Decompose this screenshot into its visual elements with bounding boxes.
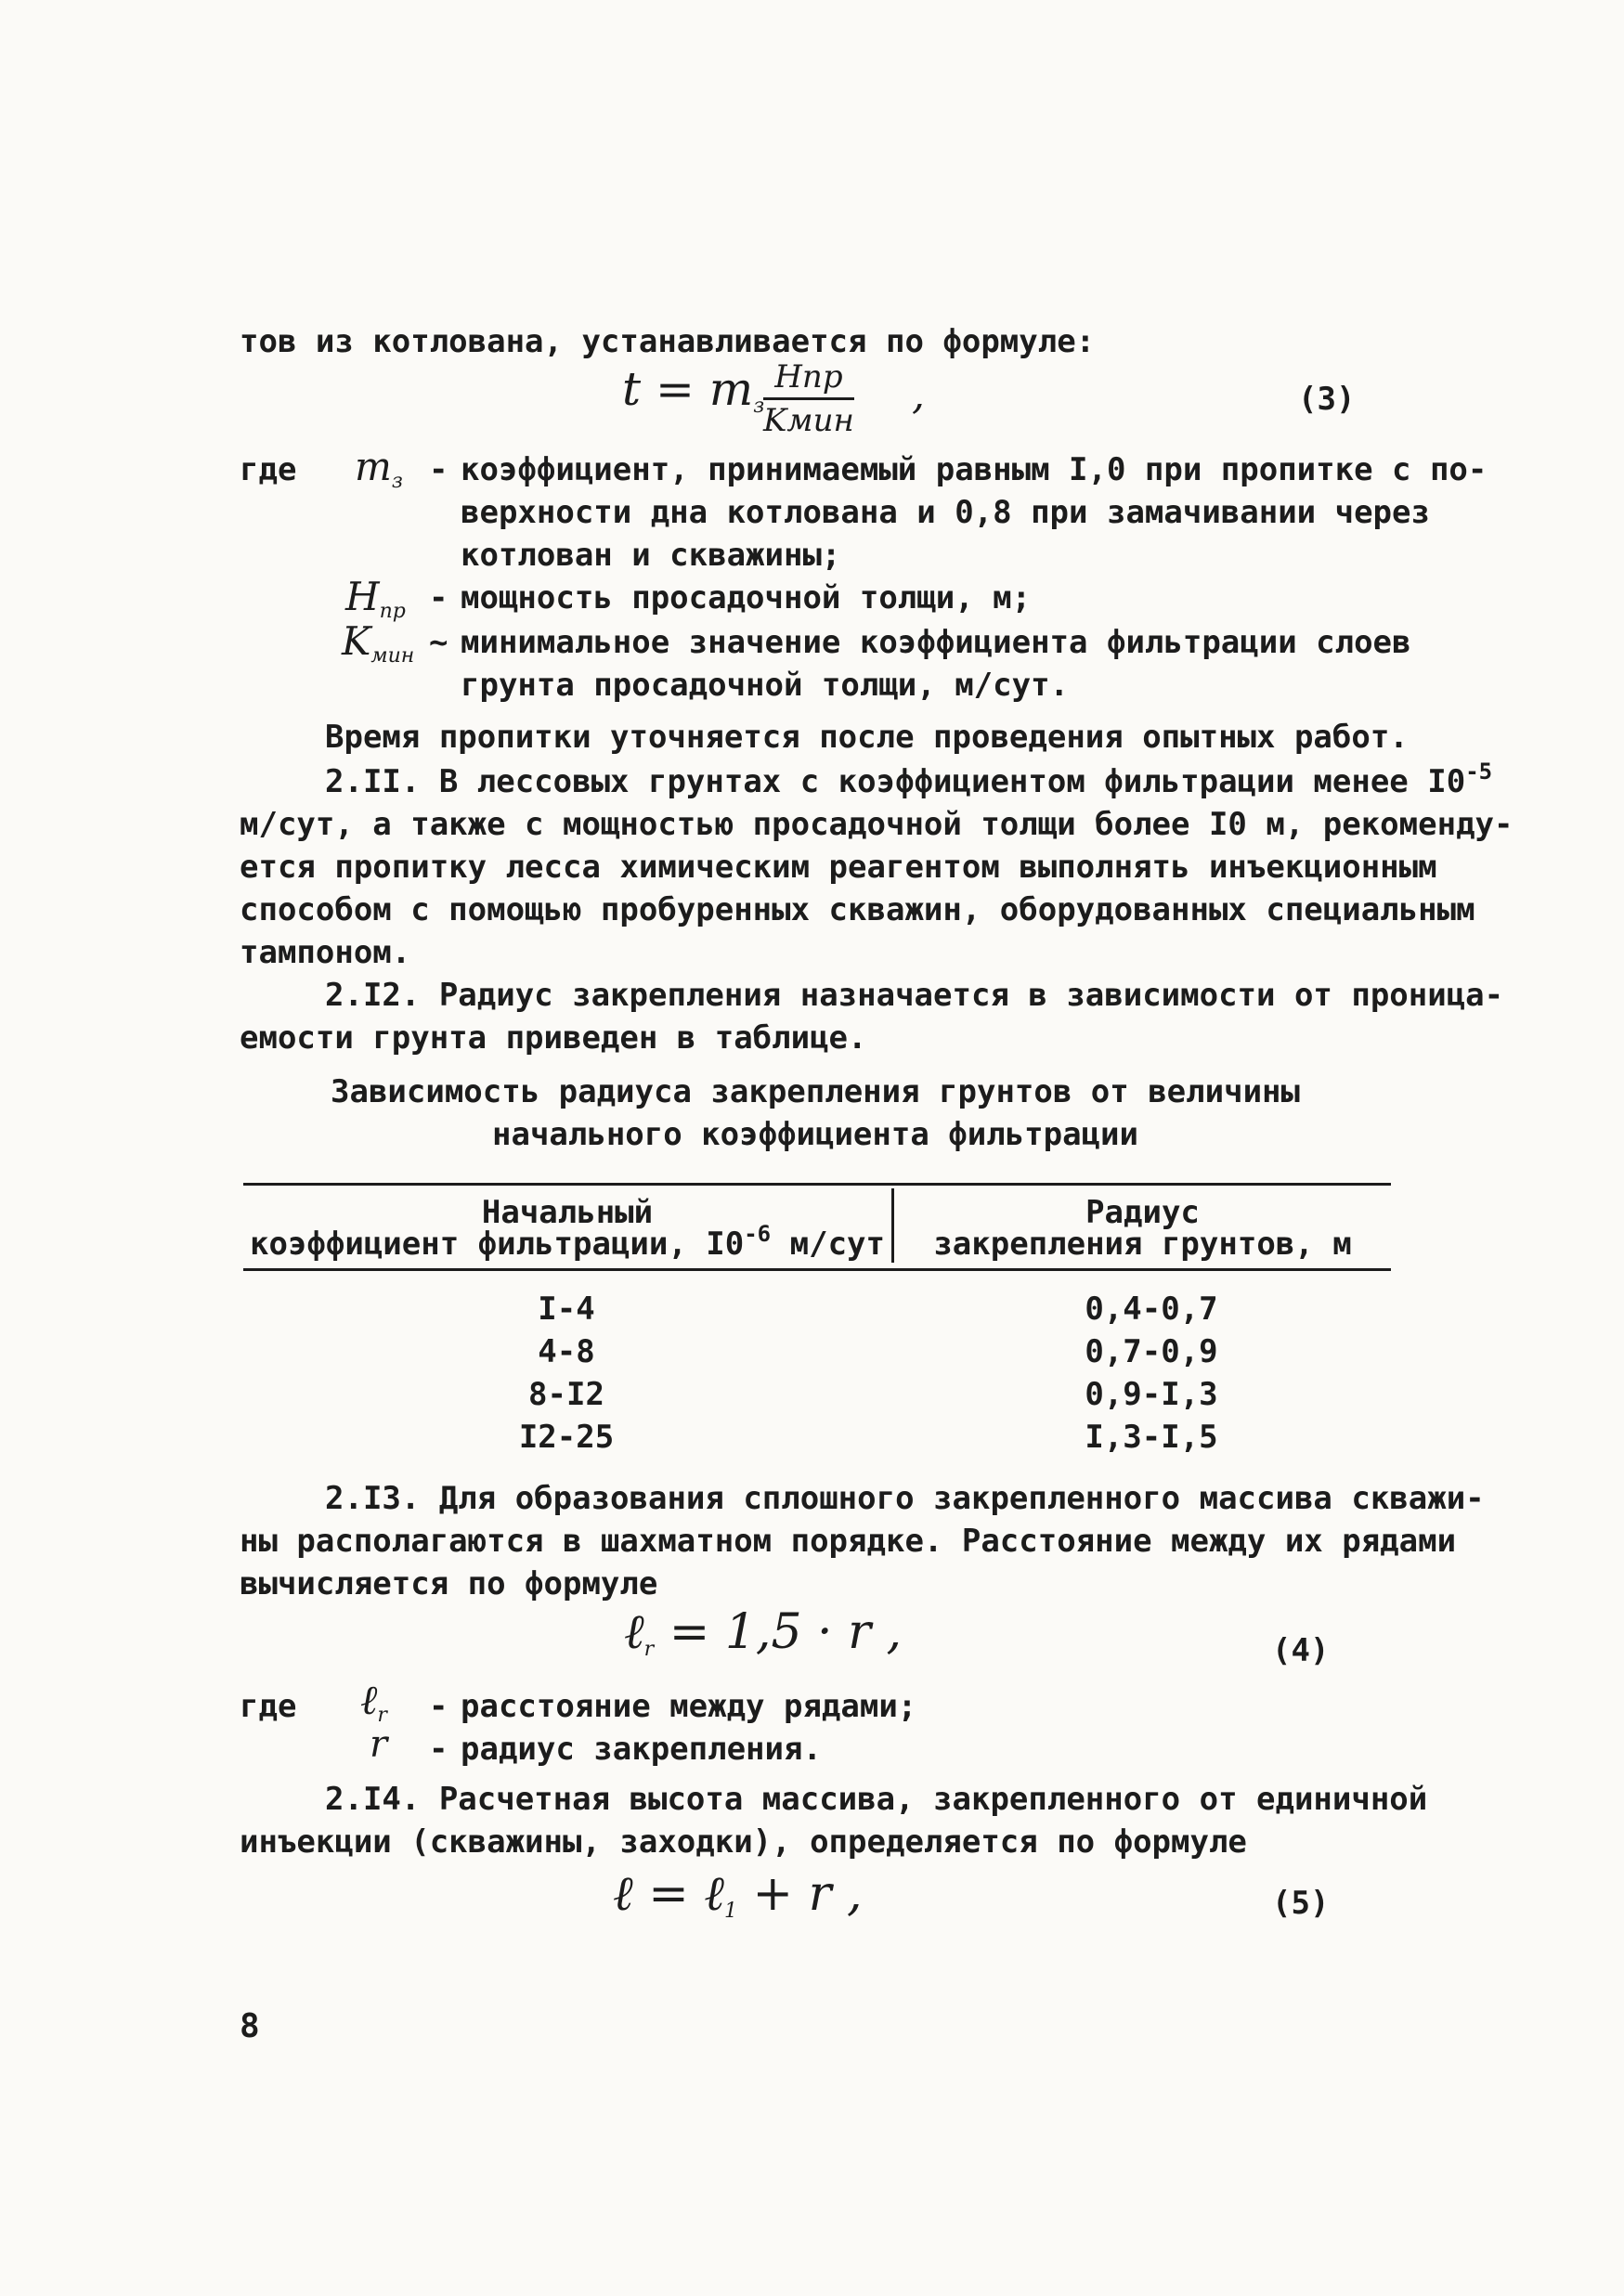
table-head-right-line1: Радиус: [1085, 1194, 1200, 1231]
para-2-12-line2: емости грунта приведен в таблице.: [240, 1019, 867, 1057]
defs4-sym-lr: ℓ$_r$: [360, 1677, 387, 1727]
defs3-text-3b: грунта просадочной толщи, м/сут.: [461, 667, 1070, 704]
table-header-rule: [243, 1268, 1391, 1271]
table-cell-k: I-4: [538, 1291, 595, 1328]
table-caption-line1: Зависимость радиуса закрепления грунтов от величины: [331, 1073, 1300, 1110]
formula3-fraction: [763, 358, 854, 439]
defs3-dash-3: ~: [429, 624, 448, 661]
defs4-text-1: расстояние между рядами;: [461, 1688, 917, 1725]
defs4-dash-1: -: [429, 1688, 448, 1725]
intro-line: тов из котлована, устанавливается по формуле:: [240, 323, 1096, 360]
defs3-text-1b: верхности дна котлована и 0,8 при замачивании через: [461, 494, 1430, 531]
para-2-13-line3: вычисляется по формуле: [240, 1565, 658, 1602]
table-cell-r: I,3-I,5: [1085, 1419, 1218, 1456]
table-cell-k: 4-8: [538, 1333, 595, 1370]
defs3-where: где: [240, 451, 297, 488]
formula5-number: (5): [1272, 1885, 1330, 1922]
para-2-12-line1: 2.I2. Радиус закрепления назначается в зависимости от проница-: [325, 977, 1504, 1014]
defs3-sym-kmin: $K_{мин}$: [342, 618, 415, 668]
table-cell-r: 0,9-I,3: [1085, 1376, 1218, 1413]
formula3-number: (3): [1298, 381, 1356, 418]
table-cell-k: 8-I2: [528, 1376, 604, 1413]
defs3-sym-hpr: $H_{пр}$: [345, 574, 406, 623]
page-number: 8: [240, 2007, 260, 2045]
table-top-rule: [243, 1183, 1391, 1186]
para-2-11-line3: ется пропитку лесса химическим реагентом выполнять инъекционным: [240, 849, 1437, 886]
para-time: Время пропитки уточняется после проведения опытных работ.: [325, 719, 1409, 756]
formula3-lhs: $t = m_з$: [622, 362, 765, 418]
defs3-text-3a: минимальное значение коэффициента фильтрации слоев: [461, 624, 1411, 661]
para-2-13-line1: 2.I3. Для образования сплошного закрепленного массива скважи-: [325, 1480, 1485, 1517]
formula4-number: (4): [1272, 1632, 1330, 1669]
para-2-11-line4: способом с помощью пробуренных скважин, оборудованных специальным: [240, 891, 1475, 928]
para-2-14-line1: 2.I4. Расчетная высота массива, закрепленного от единичной: [325, 1781, 1428, 1818]
defs3-sym-m3: $m_з$: [355, 444, 403, 493]
defs3-text-2: мощность просадочной толщи, м;: [461, 579, 1032, 616]
table-head-left-line1: Начальный: [481, 1194, 654, 1231]
defs4-sym-r: r: [370, 1723, 388, 1766]
table-head-left-line2: коэффициент фильтрации, $I0^{-6}$ м/сут: [250, 1221, 885, 1263]
table-cell-k: I2-25: [518, 1419, 615, 1456]
defs4-where: где: [240, 1688, 297, 1725]
formula3-denominator: Kмин: [763, 402, 854, 439]
table-cell-r: 0,7-0,9: [1085, 1333, 1218, 1370]
formula3-numerator: Hпр: [763, 358, 854, 400]
formula5-expression: ℓ = ℓ$_1$ + r ,: [613, 1866, 863, 1923]
table-caption-line2: начального коэффициента фильтрации: [492, 1116, 1138, 1153]
defs3-text-1c: котлован и скважины;: [461, 537, 841, 574]
formula4-expression: ℓ$_r$ = 1,5 · r ,: [624, 1604, 903, 1661]
defs3-dash-1: -: [429, 451, 448, 488]
formula3-comma: ,: [912, 371, 925, 419]
defs3-dash-2: -: [429, 579, 448, 616]
para-2-13-line2: ны располагаются в шахматном порядке. Расстояние между их рядами: [240, 1523, 1457, 1560]
para-2-11-line5: тампоном.: [240, 934, 411, 971]
defs3-text-1a: коэффициент, принимаемый равным I,0 при пропитке с по-: [461, 451, 1488, 488]
table-head-right-line2: закрепления грунтов, м: [933, 1226, 1352, 1263]
table-cell-r: 0,4-0,7: [1085, 1291, 1218, 1328]
para-2-11-line1: 2.II. В лессовых грунтах с коэффициентом фильтрации менее $I0^{-5}$: [325, 759, 1493, 800]
para-2-14-line2: инъекции (скважины, заходки), определяется по формуле: [240, 1823, 1247, 1861]
defs4-text-2: радиус закрепления.: [461, 1731, 822, 1768]
para-2-11-line2: м/сут, а также с мощностью просадочной толщи более I0 м, рекоменду-: [240, 806, 1514, 843]
defs4-dash-2: -: [429, 1731, 448, 1768]
